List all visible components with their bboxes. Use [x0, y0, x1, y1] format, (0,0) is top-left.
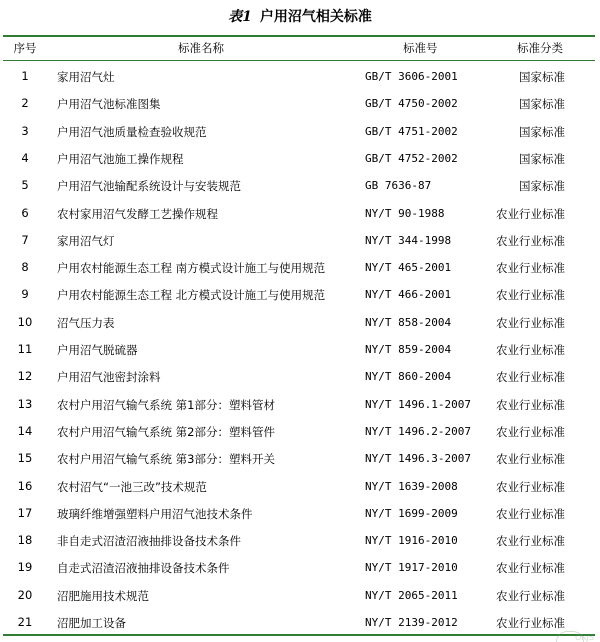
row-code: NY/T 1496.1-2007: [365, 397, 471, 411]
row-code: GB/T 4751-2002: [365, 124, 458, 138]
table-row: [3, 444, 595, 471]
watermark-text: OKJS: [575, 633, 594, 642]
header-rule: [3, 60, 595, 61]
row-num: 13: [17, 396, 33, 411]
row-name: 户用沼气池标准图集: [57, 97, 161, 112]
row-num: 5: [21, 178, 29, 193]
row-num: 14: [17, 423, 33, 438]
row-category: 农业行业标准: [496, 452, 565, 467]
bottom-rule: [3, 634, 595, 636]
row-code: NY/T 465-2001: [365, 261, 452, 275]
row-name: 户用沼气池施工操作规程: [57, 151, 184, 166]
row-code: NY/T 2139-2012: [365, 616, 458, 629]
row-code: NY/T 1917-2010: [365, 561, 458, 575]
table-title: 户用沼气相关标准: [259, 9, 372, 25]
row-name: 户用农村能源生态工程 南方模式设计施工与使用规范: [57, 261, 326, 276]
row-num: 12: [17, 369, 33, 384]
row-name: 自走式沼渣沼液抽排设备技术条件: [57, 561, 230, 576]
row-category: 农业行业标准: [496, 206, 565, 221]
table-row: [3, 253, 595, 280]
table-row: [3, 199, 595, 226]
row-category: 农业行业标准: [496, 479, 565, 494]
table-row: [3, 226, 595, 253]
row-num: 1: [21, 69, 29, 83]
row-num: 20: [17, 587, 33, 602]
row-code: NY/T 1639-2008: [365, 479, 458, 493]
row-category: 国家标准: [519, 70, 565, 84]
row-num: 21: [17, 615, 33, 629]
row-code: NY/T 858-2004: [365, 315, 452, 329]
row-num: 16: [17, 478, 33, 493]
row-category: 农业行业标准: [496, 616, 565, 630]
row-category: 农业行业标准: [496, 534, 565, 549]
table-row: [3, 280, 595, 307]
row-code: NY/T 2065-2011: [365, 588, 458, 602]
row-category: 农业行业标准: [496, 588, 565, 603]
table-row: [3, 553, 595, 580]
row-name: 家用沼气灶: [57, 70, 115, 84]
row-category: 农业行业标准: [496, 506, 565, 521]
row-code: GB/T 3606-2001: [365, 70, 458, 83]
row-category: 农业行业标准: [496, 233, 565, 248]
row-category: 国家标准: [519, 124, 565, 139]
row-name: 户用农村能源生态工程 北方模式设计施工与使用规范: [57, 288, 326, 303]
row-name: 户用沼气池质量检查验收规范: [57, 124, 207, 139]
row-name: 沼气压力表: [57, 315, 115, 330]
row-code: NY/T 466-2001: [365, 288, 452, 302]
row-code: NY/T 1699-2009: [365, 506, 458, 520]
row-code: NY/T 1496.3-2007: [365, 452, 471, 466]
row-code: NY/T 1496.2-2007: [365, 424, 471, 438]
row-num: 9: [21, 287, 29, 302]
row-num: 7: [21, 232, 29, 247]
row-category: 农业行业标准: [496, 343, 565, 357]
table-row: [3, 390, 595, 417]
row-code: NY/T 860-2004: [365, 370, 452, 384]
watermark-logo: [554, 630, 594, 642]
row-category: 国家标准: [519, 151, 565, 166]
row-name: 沼肥加工设备: [57, 616, 126, 630]
row-name: 农村家用沼气发酵工艺操作规程: [57, 206, 218, 221]
row-num: 6: [21, 205, 29, 220]
row-category: 国家标准: [519, 179, 565, 194]
table-number: 表1: [228, 9, 252, 25]
row-num: 2: [21, 96, 29, 111]
table-row: [3, 581, 595, 608]
table-row: [3, 308, 595, 335]
row-num: 15: [17, 451, 33, 466]
row-name: 非自走式沼渣沼液抽排设备技术条件: [57, 534, 241, 549]
table-row: [3, 335, 595, 362]
row-name: 户用沼气池输配系统设计与安装规范: [57, 179, 241, 194]
row-name: 农村户用沼气输气系统 第2部分：塑料管件: [57, 424, 275, 439]
row-name: 沼肥施用技术规范: [57, 588, 149, 603]
table-row: [3, 472, 595, 499]
table-row: [3, 362, 595, 389]
row-num: 11: [17, 342, 33, 356]
table-row: [3, 62, 595, 89]
row-code: NY/T 1916-2010: [365, 534, 458, 548]
table-row: [3, 89, 595, 116]
row-code: NY/T 859-2004: [365, 343, 452, 356]
row-name: 玻璃纤维增强塑料户用沼气池技术条件: [57, 506, 253, 521]
row-name: 户用沼气池密封涂料: [57, 370, 161, 385]
row-category: 农业行业标准: [496, 288, 565, 303]
row-num: 17: [17, 505, 33, 520]
row-category: 农业行业标准: [496, 397, 565, 412]
row-code: NY/T 90-1988: [365, 206, 445, 220]
row-num: 19: [17, 560, 33, 575]
header-code: 标准号: [403, 41, 438, 55]
row-num: 10: [17, 314, 33, 329]
table-caption: [0, 6, 600, 26]
row-category: 农业行业标准: [496, 315, 565, 330]
table-row: [3, 417, 595, 444]
table-row: [3, 499, 595, 526]
row-category: 国家标准: [519, 97, 565, 112]
row-name: 家用沼气灯: [57, 233, 115, 248]
row-code: NY/T 344-1998: [365, 233, 452, 247]
row-name: 农村户用沼气输气系统 第1部分：塑料管材: [57, 397, 275, 412]
header-name: 标准名称: [178, 41, 224, 55]
header-category: 标准分类: [517, 41, 563, 55]
table-row: [3, 117, 595, 144]
row-category: 农业行业标准: [496, 424, 565, 439]
table-row: [3, 526, 595, 553]
top-rule: [3, 35, 595, 37]
table-row: [3, 144, 595, 171]
row-num: 8: [21, 260, 29, 275]
row-category: 农业行业标准: [496, 561, 565, 576]
row-category: 农业行业标准: [496, 370, 565, 385]
row-code: GB/T 4752-2002: [365, 151, 458, 165]
row-num: 3: [21, 123, 29, 138]
header-num: 序号: [13, 41, 37, 55]
row-code: GB/T 4750-2002: [365, 97, 458, 111]
row-num: 18: [17, 533, 33, 548]
row-name: 农村沼气“一池三改”技术规范: [57, 479, 207, 494]
table-row: [3, 608, 595, 635]
row-name: 农村户用沼气输气系统 第3部分：塑料开关: [57, 452, 275, 467]
row-num: 4: [21, 150, 29, 165]
row-name: 户用沼气脱硫器: [57, 343, 138, 357]
table-row: [3, 171, 595, 198]
row-category: 农业行业标准: [496, 261, 565, 276]
row-code: GB 7636-87: [365, 179, 432, 193]
